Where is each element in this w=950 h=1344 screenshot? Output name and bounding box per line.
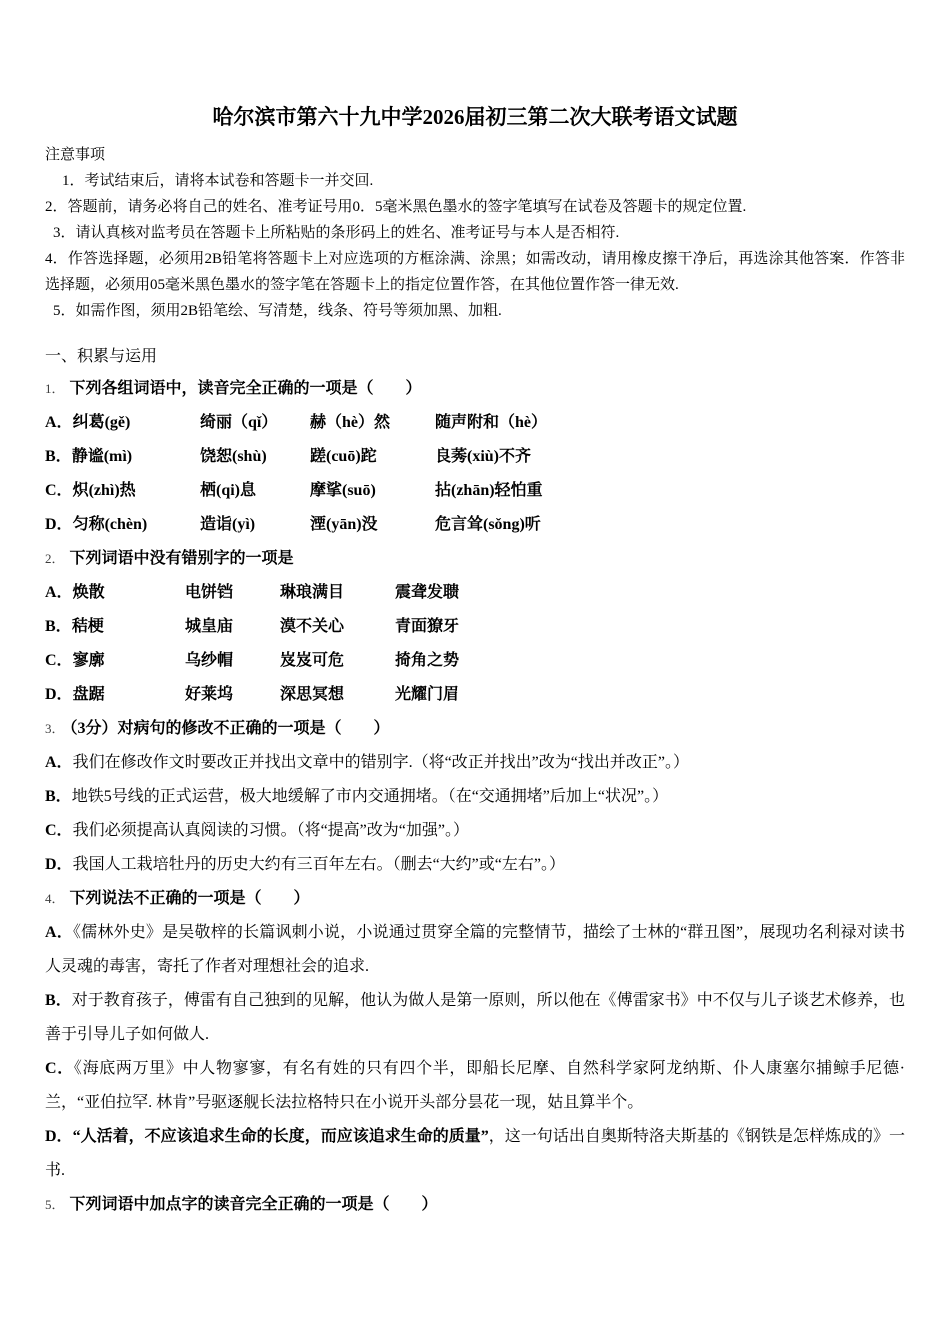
option-cell — [45, 644, 185, 678]
option-label: B． — [45, 618, 72, 635]
option-text: 我们在修改作文时要改正并找出文章中的错别字.（将“改正并找出”改为“找出并改正”。） — [72, 754, 689, 771]
question-stem: 下列说法不正确的一项是（ ） — [69, 890, 310, 907]
option-label: A． — [45, 754, 73, 771]
option-cell: 好莱坞 — [185, 686, 234, 703]
notice-section — [45, 142, 905, 324]
question-number: 4． — [45, 891, 65, 906]
option-cell — [45, 610, 185, 644]
option-cell: 危言耸(sǒng)听 — [435, 516, 541, 533]
option-row — [45, 1052, 905, 1120]
option-text: 我国人工栽培牡丹的历史大约有三百年左右。（删去“大约”或“左右”。） — [72, 856, 565, 873]
notice-item: 3．请认真核对监考员在答题卡上所粘贴的条形码上的姓名、准考证号与本人是否相符. — [53, 225, 620, 241]
option-row — [45, 576, 905, 610]
option-text: 秸梗 — [71, 618, 104, 635]
option-text: 我们必须提高认真阅读的习惯。（将“提高”改为“加强”。） — [72, 822, 469, 839]
question-stem: 下列词语中没有错别字的一项是 — [69, 550, 294, 567]
option-text: 炽(zhì)热 — [72, 482, 136, 499]
option-cell: 栖(qi)息 — [200, 482, 257, 499]
option-label: A． — [45, 924, 73, 941]
option-cell: 震聋发聩 — [395, 584, 460, 601]
option-text: 寥廓 — [72, 652, 105, 669]
option-text: 匀称(chèn) — [72, 516, 148, 533]
option-label: A． — [45, 584, 73, 601]
option-text: 静谧(mì) — [71, 448, 133, 465]
option-row — [45, 678, 905, 712]
option-label: D． — [45, 856, 73, 873]
question-1 — [45, 372, 905, 542]
option-cell: 光耀门眉 — [395, 686, 460, 703]
option-cell: 岌岌可危 — [280, 652, 345, 669]
option-text: 盘踞 — [72, 686, 105, 703]
option-cell: 漠不关心 — [280, 618, 345, 635]
notice-item: 5．如需作图，须用2B铅笔绘、写清楚，线条、符号等须加黑、加粗. — [53, 303, 502, 319]
option-cell — [45, 576, 185, 610]
notice-item: 1．考试结束后，请将本试卷和答题卡一并交回. — [62, 173, 374, 189]
notice-item: 4．作答选择题，必须用2B铅笔将答题卡上对应选项的方框涂满、涂黑；如需改动，请用橡皮擦干净后，再选涂其他答案．作答非选择题，必须用05毫米黑色墨水的签字笔在答题卡上的指定位置作答，在其他位置作答一律无效. — [45, 251, 905, 293]
page-title: 哈尔滨市第六十九中学2026届初三第二次大联考语文试题 — [212, 105, 738, 129]
section-heading: 一、积累与运用 — [45, 348, 158, 365]
question-stem: （3分）对病句的修改不正确的一项是（ ） — [69, 720, 390, 737]
option-cell: 摩挲(suō) — [310, 482, 376, 499]
option-row — [45, 474, 905, 508]
option-cell — [45, 406, 200, 440]
question-number: 2． — [45, 551, 65, 566]
option-cell: 蹉(cuō)跎 — [310, 448, 377, 465]
option-cell: 城皇庙 — [185, 618, 234, 635]
option-text: 地铁5号线的正式运营，极大地缓解了市内交通拥堵。（在“交通拥堵”后加上“状况”。） — [71, 788, 669, 805]
option-row — [45, 406, 905, 440]
question-number: 1． — [45, 381, 65, 396]
option-row — [45, 780, 905, 814]
option-cell: 青面獠牙 — [395, 618, 460, 635]
option-text-bold: “人活着，不应该追求生命的长度，而应该追求生命的质量” — [72, 1128, 489, 1145]
option-text: 《儒林外史》是吴敬梓的长篇讽刺小说，小说通过贯穿全篇的完整情节，描绘了士林的“群丑图”，展现功名利禄对读书人灵魂的毒害，寄托了作者对理想社会的追求. — [45, 924, 905, 975]
option-text: ，这一句话出自奥斯特洛夫斯基的《钢铁是怎样炼成的》一书. — [45, 1128, 905, 1179]
option-row — [45, 644, 905, 678]
option-cell: 拈(zhān)轻怕重 — [435, 482, 543, 499]
option-cell — [45, 508, 200, 542]
option-label: A． — [45, 414, 73, 431]
option-label: C． — [45, 482, 73, 499]
option-label: C． — [45, 1060, 74, 1077]
option-cell: 赫（hè）然 — [310, 414, 391, 431]
notice-item: 2．答题前，请务必将自己的姓名、准考证号用0．5毫米黑色墨水的签字笔填写在试卷及答题卡的规定位置. — [45, 199, 747, 215]
option-label: D． — [45, 1128, 73, 1145]
option-cell: 饶恕(shù) — [200, 448, 267, 465]
option-row — [45, 440, 905, 474]
option-row — [45, 916, 905, 984]
question-stem-row — [45, 542, 905, 576]
question-5 — [45, 1188, 905, 1222]
option-label: C． — [45, 652, 73, 669]
option-row — [45, 746, 905, 780]
notice-heading: 注意事项 — [45, 147, 106, 163]
option-row — [45, 1120, 905, 1188]
option-row — [45, 814, 905, 848]
option-cell: 随声附和（hè） — [435, 414, 548, 431]
option-text: 对于教育孩子，傅雷有自己独到的见解，他认为做人是第一原则，所以他在《傅雷家书》中不仅与儿子谈艺术修养，也善于引导儿子如何做人. — [45, 992, 905, 1043]
option-label: D． — [45, 516, 73, 533]
option-label: B． — [45, 448, 72, 465]
option-row — [45, 984, 905, 1052]
option-text: 《海底两万里》中人物寥寥，有名有姓的只有四个半，即船长尼摩、自然科学家阿龙纳斯、仆人康塞尔捕鲸手尼德·兰，“亚伯拉罕. 林肯”号驱逐舰长法拉格特只在小说开头部分昙花一现，姑且算半个。 — [45, 1060, 905, 1111]
option-cell — [45, 678, 185, 712]
question-number: 5． — [45, 1197, 65, 1212]
option-cell — [45, 474, 200, 508]
question-stem: 下列各组词语中，读音完全正确的一项是（ ） — [69, 380, 422, 397]
question-2 — [45, 542, 905, 712]
question-stem-row — [45, 1188, 905, 1222]
question-number: 3． — [45, 721, 65, 736]
option-label: D． — [45, 686, 73, 703]
question-stem-row — [45, 372, 905, 406]
option-label: C． — [45, 822, 73, 839]
option-cell: 掎角之势 — [395, 652, 460, 669]
option-cell: 深思冥想 — [280, 686, 345, 703]
option-label: B． — [45, 788, 72, 805]
option-cell: 琳琅满目 — [280, 584, 345, 601]
question-stem: 下列词语中加点字的读音完全正确的一项是（ ） — [69, 1196, 438, 1213]
option-text: 纠葛(gě) — [72, 414, 131, 431]
option-row — [45, 610, 905, 644]
question-stem-row — [45, 882, 905, 916]
option-cell: 良莠(xiù)不齐 — [435, 448, 532, 465]
option-cell: 电饼铛 — [185, 584, 234, 601]
option-row — [45, 508, 905, 542]
option-cell: 绮丽（qǐ） — [200, 414, 278, 431]
question-stem-row — [45, 712, 905, 746]
question-4 — [45, 882, 905, 1188]
option-label: B． — [45, 992, 72, 1009]
option-cell — [45, 440, 200, 474]
option-row — [45, 848, 905, 882]
option-cell: 乌纱帽 — [185, 652, 234, 669]
option-text: 焕散 — [72, 584, 105, 601]
option-cell: 造诣(yì) — [200, 516, 256, 533]
option-cell: 湮(yān)没 — [310, 516, 378, 533]
question-3 — [45, 712, 905, 882]
